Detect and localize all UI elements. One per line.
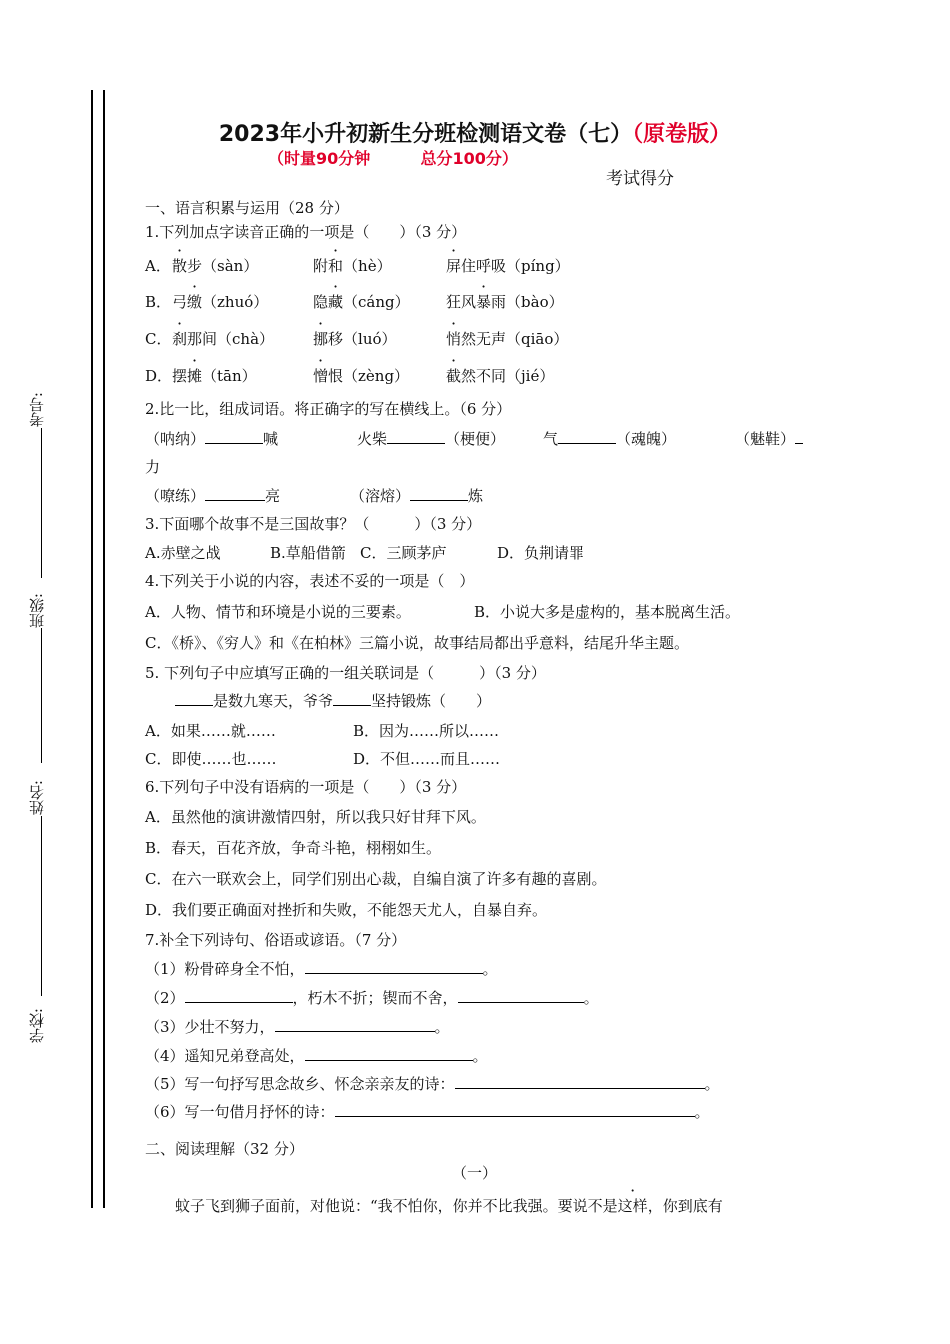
q7-line-3[interactable]: （3）少壮不努力， 。: [145, 1018, 450, 1036]
q2-item-5[interactable]: （嘹练） 亮: [145, 487, 281, 505]
q4-stem: 4.下列关于小说的内容，表述不妥的一项是（ ）: [145, 572, 475, 590]
q5-option-c[interactable]: C．即使……也……: [145, 750, 277, 768]
q1-stem: 1.下列加点字读音正确的一项是（ ）（3 分）: [145, 223, 467, 241]
q3-option-a[interactable]: A.赤壁之战: [145, 544, 221, 562]
q1-option-c-word3[interactable]: 悄然无声（qiāo）: [446, 330, 569, 348]
total-label: 总分: [420, 149, 453, 168]
q1-option-b-word3[interactable]: 狂风暴雨（bào）: [446, 293, 564, 311]
total-unit: 分）: [485, 149, 518, 168]
q2-item-1[interactable]: （呐纳） 喊: [145, 430, 279, 448]
q3-option-d[interactable]: D．负荆请罪: [497, 544, 585, 562]
q2-item-4-tail: 力: [145, 458, 161, 476]
q7-stem: 7.补全下列诗句、俗语或谚语。（7 分）: [145, 931, 407, 949]
q1-option-a-word3[interactable]: 屏住呼吸（píng）: [446, 257, 570, 275]
time-unit: 分钟: [338, 149, 371, 168]
title-main: 2023年小升初新生分班检测语文卷（七）: [218, 122, 633, 147]
section2-part-label: （一）: [452, 1164, 498, 1182]
exam-meta: [268, 146, 518, 169]
q1-option-b-word2[interactable]: 隐藏（cáng）: [313, 293, 410, 311]
exam-number-label: 考号:: [28, 392, 46, 428]
q1-option-d-word1[interactable]: 摆摊（tān）: [172, 367, 257, 385]
q2-item-4[interactable]: （魅鞋）: [735, 429, 803, 449]
page-title: [0, 117, 950, 148]
q4-option-c[interactable]: C．《桥》、《穷人》和《在柏林》三篇小说，故事结局都出乎意料，结尾升华主题。: [145, 634, 689, 652]
time-value: 90: [316, 149, 339, 168]
reading-paragraph: 蚊子飞到狮子面前，对他说：“我不怕你，你并不比我强。要说不是这样，你到底有: [145, 1197, 723, 1215]
q3-option-c[interactable]: C．三顾茅庐: [360, 544, 447, 562]
q5-sentence: 是数九寒天，爷爷 坚持锻炼（ ）: [145, 691, 491, 711]
total-value: 100: [452, 149, 486, 168]
q3-option-b[interactable]: B.草船借箭: [270, 544, 346, 562]
q6-option-b[interactable]: B．春天，百花齐放，争奇斗艳，栩栩如生。: [145, 839, 442, 857]
q1-option-d-word2[interactable]: 憎恨（zèng）: [313, 367, 410, 385]
q6-option-c[interactable]: C．在六一联欢会上，同学们别出心裁，自编自演了许多有趣的喜剧。: [145, 870, 607, 888]
section2-title: 二、阅读理解（32 分）: [145, 1140, 304, 1158]
q7-line-1[interactable]: （1）粉骨碎身全不怕， 。: [145, 960, 498, 978]
margin-line-right: [103, 90, 105, 1208]
name-label: 姓名:: [28, 780, 46, 816]
q1-option-a-label: A．: [145, 257, 171, 275]
q7-line-4[interactable]: （4）遥知兄弟登高处， 。: [145, 1047, 488, 1065]
score-label: 考试得分: [606, 169, 674, 189]
q7-line-2[interactable]: （2） ，朽木不折；锲而不舍， 。: [145, 989, 599, 1007]
margin-line-left: [91, 90, 93, 1208]
class-field[interactable]: [41, 628, 42, 763]
q1-option-c-word1[interactable]: 刹那间（chà）: [172, 330, 275, 348]
exam-number-field[interactable]: [41, 428, 42, 578]
q5-option-d[interactable]: D．不但……而且……: [353, 750, 501, 768]
q3-stem: 3.下面哪个故事不是三国故事？（ ）（3 分）: [145, 515, 482, 533]
section1-title: 一、语言积累与运用（28 分）: [145, 199, 349, 217]
q2-item-6[interactable]: （溶熔） 炼: [350, 487, 484, 505]
class-label: 班级:: [28, 593, 46, 629]
q6-option-a[interactable]: A．虽然他的演讲激情四射，所以我只好甘拜下风。: [145, 808, 486, 826]
name-field[interactable]: [41, 816, 42, 996]
q1-option-a-word1[interactable]: 散步（sàn）: [172, 257, 259, 275]
school-label: 学校:: [28, 1008, 46, 1044]
q5-option-a[interactable]: A．如果……就……: [145, 722, 276, 740]
q1-option-b-word1[interactable]: 弓缴（zhuó）: [172, 293, 269, 311]
q1-option-b-label: B．: [145, 293, 172, 311]
q1-option-a-word2[interactable]: 附和（hè）: [313, 257, 392, 275]
q4-option-b[interactable]: B．小说大多是虚构的，基本脱离生活。: [474, 603, 741, 621]
q7-line-6[interactable]: （6）写一句借月抒怀的诗： 。: [145, 1103, 710, 1121]
q7-line-5[interactable]: （5）写一句抒写思念故乡、怀念亲亲友的诗： 。: [145, 1075, 720, 1093]
q2-item-2[interactable]: 火柴 （梗便）: [357, 430, 506, 448]
q2-item-3[interactable]: 气 （魂魄）: [543, 430, 677, 448]
q6-option-d[interactable]: D．我们要正确面对挫折和失败，不能怨天尤人，自暴自弃。: [145, 901, 548, 919]
q6-stem: 6.下列句子中没有语病的一项是（ ）（3 分）: [145, 778, 467, 796]
q5-stem: 5. 下列句子中应填写正确的一组关联词是（ ）（3 分）: [145, 664, 546, 682]
title-version: （原卷版）: [632, 122, 732, 147]
q5-option-b[interactable]: B．因为……所以……: [353, 722, 500, 740]
q1-option-c-word2[interactable]: 挪移（luó）: [313, 330, 397, 348]
q1-option-c-label: C．: [145, 330, 172, 348]
q1-option-d-word3[interactable]: 截然不同（jié）: [446, 367, 555, 385]
time-label: （时量: [268, 149, 317, 168]
q2-stem: 2.比一比，组成词语。将正确字的写在横线上。（6 分）: [145, 400, 512, 418]
q4-option-a[interactable]: A．人物、情节和环境是小说的三要素。: [145, 603, 411, 621]
q1-option-d-label: D．: [145, 367, 173, 385]
